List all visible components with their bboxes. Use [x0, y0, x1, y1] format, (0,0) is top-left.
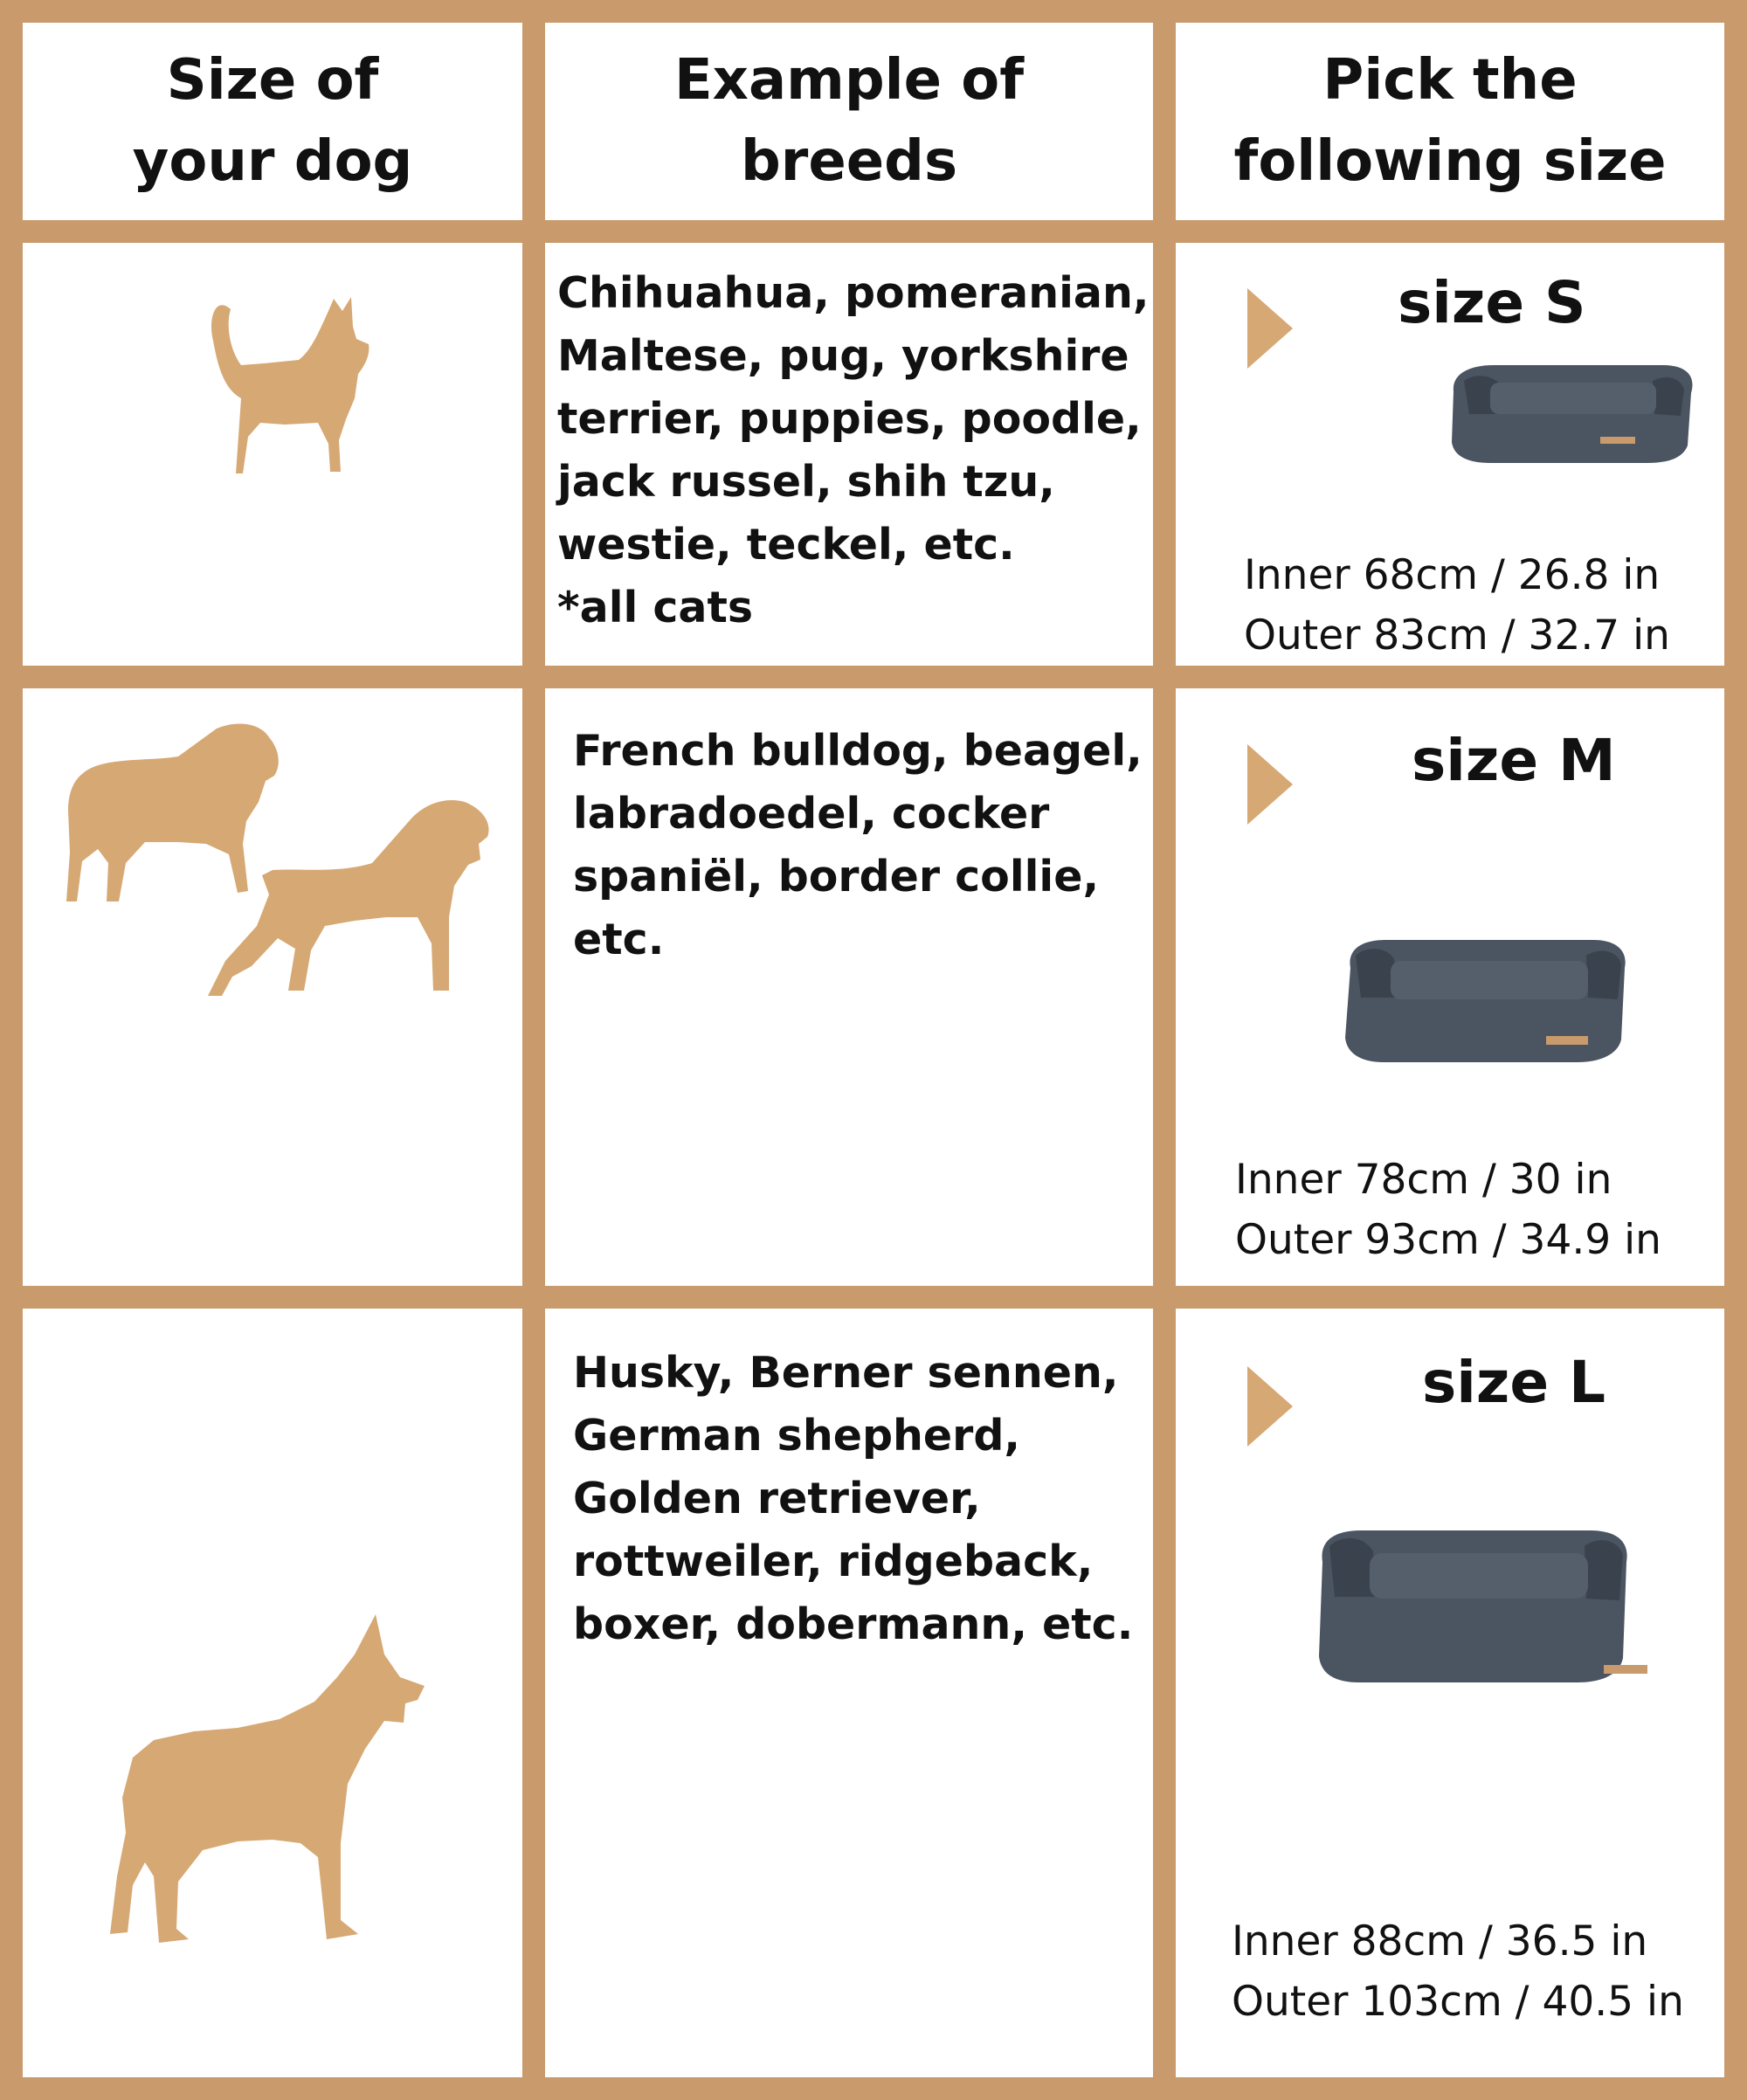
pick-size-cell-small [1176, 243, 1724, 666]
header-example-breeds: Example of breeds [545, 23, 1153, 220]
breeds-list-small: Chihuahua, pomeranian, Maltese, pug, yorkshire terrier, puppies, poodle, jack russel, shih tzu, westie, teckel, etc. *all cats [557, 268, 1150, 632]
dog-size-cell-medium [23, 688, 522, 1286]
small-dog-icon [23, 243, 522, 666]
pick-size-cell-medium [1176, 688, 1724, 1286]
dimensions-large: Inner 88cm / 36.5 in Outer 103cm / 40.5 in [1232, 1917, 1684, 2026]
pick-size-cell-large [1176, 1309, 1724, 2077]
breeds-cell-small [545, 243, 1153, 666]
size-label-small: size S [1398, 269, 1586, 336]
breeds-cell-large [545, 1309, 1153, 2077]
dimensions-medium: Inner 78cm / 30 in Outer 93cm / 34.9 in [1235, 1156, 1661, 1264]
dimensions-small: Inner 68cm / 26.8 in Outer 83cm / 32.7 in [1244, 551, 1670, 660]
dog-size-cell-small [23, 243, 522, 666]
breeds-list-medium: French bulldog, beagel, labradoedel, cocker spaniël, border collie, etc. [573, 726, 1143, 964]
size-label-large: size L [1422, 1349, 1606, 1416]
size-label-medium: size M [1412, 727, 1616, 794]
header-size-of-dog: Size of your dog [23, 23, 522, 220]
breeds-cell-medium [545, 688, 1153, 1286]
header-pick-size: Pick the following size [1176, 23, 1724, 220]
breeds-list-large: Husky, Berner sennen, German shepherd, Golden retriever, rottweiler, ridgeback, boxer, dobermann, etc. [573, 1348, 1134, 1649]
dog-size-cell-large [23, 1309, 522, 2077]
medium-dogs-icon [23, 688, 522, 1286]
large-dog-icon [23, 1309, 522, 2077]
